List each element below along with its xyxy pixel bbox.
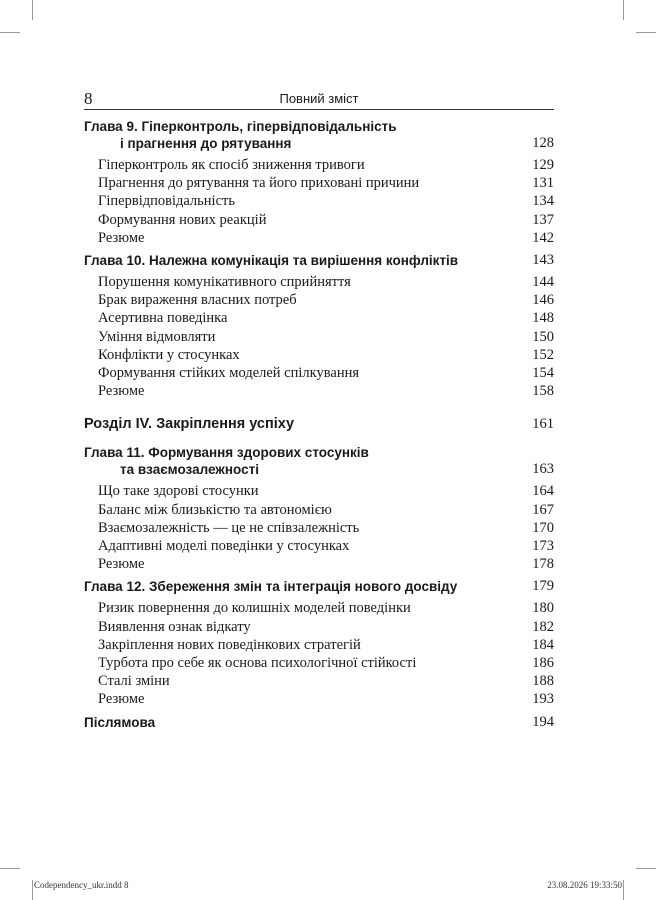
item-label: Виявлення ознак відкату xyxy=(98,618,251,635)
crop-mark xyxy=(623,0,624,20)
toc-item[interactable] xyxy=(84,211,554,229)
toc-chapter-9[interactable] xyxy=(84,118,554,152)
page-ref: 184 xyxy=(532,636,554,653)
header-rule xyxy=(84,109,554,110)
item-label: Що таке здорові стосунки xyxy=(98,483,259,500)
crop-mark xyxy=(0,32,20,33)
item-label: Порушення комунікативного сприйняття xyxy=(98,274,351,291)
page-ref: 167 xyxy=(532,501,554,518)
page-ref: 148 xyxy=(532,310,554,327)
page-ref: 146 xyxy=(532,292,554,309)
page-ref: 142 xyxy=(532,229,554,246)
page-ref: 180 xyxy=(532,600,554,617)
page-ref: 178 xyxy=(532,556,554,573)
toc-item[interactable] xyxy=(84,672,554,690)
toc-item[interactable] xyxy=(84,364,554,382)
section-title: Розділ IV. Закріплення успіху xyxy=(84,416,295,433)
chapter-title-line: і прагнення до рятування xyxy=(120,136,292,151)
running-title: Повний зміст xyxy=(279,91,359,106)
toc-item[interactable] xyxy=(84,273,554,291)
page-ref: 154 xyxy=(532,365,554,382)
page-ref: 143 xyxy=(532,252,554,269)
item-label: Резюме xyxy=(98,691,145,708)
crop-mark xyxy=(623,880,624,900)
item-label: Формування нових реакцій xyxy=(98,211,267,228)
item-label: Уміння відмовляти xyxy=(98,328,216,345)
item-label: Ризик повернення до колишніх моделей поведінки xyxy=(98,600,411,617)
page-ref: 194 xyxy=(532,713,554,730)
table-of-contents xyxy=(84,118,554,731)
toc-item[interactable] xyxy=(84,482,554,500)
toc-item[interactable] xyxy=(84,599,554,617)
page-ref: 158 xyxy=(532,383,554,400)
toc-item[interactable] xyxy=(84,346,554,364)
toc-chapter-11[interactable] xyxy=(84,444,554,478)
slug-file: Codependency_ukr.indd 8 xyxy=(34,880,129,890)
crop-mark xyxy=(636,32,656,33)
toc-item[interactable] xyxy=(84,192,554,210)
item-label: Адаптивні моделі поведінки у стосунках xyxy=(98,538,350,555)
item-label: Баланс між близькістю та автономією xyxy=(98,501,332,518)
toc-item[interactable] xyxy=(84,174,554,192)
item-label: Брак вираження власних потреб xyxy=(98,292,297,309)
item-label: Асертивна поведінка xyxy=(98,310,228,327)
page-ref: 164 xyxy=(532,483,554,500)
toc-item[interactable] xyxy=(84,382,554,400)
chapter-title-line: Глава 9. Гіперконтроль, гіпервідповідальність xyxy=(84,119,397,134)
toc-item[interactable] xyxy=(84,690,554,708)
page-ref: 152 xyxy=(532,346,554,363)
item-label: Турбота про себе як основа психологічної стійкості xyxy=(98,655,417,672)
chapter-title-line: Глава 10. Належна комунікація та вирішення конфліктів xyxy=(84,253,459,269)
crop-mark xyxy=(32,880,33,900)
chapter-title-line: Глава 11. Формування здорових стосунків xyxy=(84,445,369,461)
page-ref: 179 xyxy=(532,578,554,595)
item-label: Закріплення нових поведінкових стратегій xyxy=(98,636,361,653)
page-ref: 188 xyxy=(532,673,554,690)
toc-item[interactable] xyxy=(84,555,554,573)
slug-timestamp: 23.08.2026 19:33:50 xyxy=(547,880,622,890)
chapter-title-line: та взаємозалежності xyxy=(120,462,259,478)
item-label: Взаємозалежність — це не співзалежність xyxy=(98,519,360,536)
toc-item[interactable] xyxy=(84,654,554,672)
crop-mark xyxy=(636,868,656,869)
crop-mark xyxy=(32,0,33,20)
toc-item[interactable] xyxy=(84,291,554,309)
toc-item[interactable] xyxy=(84,519,554,537)
item-label: Сталі зміни xyxy=(98,673,170,690)
page-ref: 161 xyxy=(532,416,554,433)
toc-item[interactable] xyxy=(84,618,554,636)
page-ref: 173 xyxy=(532,538,554,555)
page-ref: 170 xyxy=(532,519,554,536)
page-ref: 144 xyxy=(532,274,554,291)
afterword-title: Післямова xyxy=(84,714,156,730)
page-number: 8 xyxy=(84,89,93,108)
page-ref: 134 xyxy=(532,193,554,210)
toc-chapter-10[interactable] xyxy=(84,252,554,269)
toc-item[interactable] xyxy=(84,309,554,327)
toc-item[interactable] xyxy=(84,501,554,519)
toc-section-4[interactable] xyxy=(84,416,554,433)
page-ref: 186 xyxy=(532,655,554,672)
page-ref: 150 xyxy=(532,328,554,345)
item-label: Резюме xyxy=(98,556,145,573)
chapter-title-line: Глава 12. Збереження змін та інтеграція нового досвіду xyxy=(84,579,458,595)
page-ref: 131 xyxy=(532,175,554,192)
item-label: Формування стійких моделей спілкування xyxy=(98,365,360,382)
page-ref: 137 xyxy=(532,211,554,228)
toc-item[interactable] xyxy=(84,229,554,247)
crop-mark xyxy=(0,868,20,869)
page-ref: 128 xyxy=(532,135,554,151)
item-label: Резюме xyxy=(98,383,145,400)
page-ref: 193 xyxy=(532,691,554,708)
item-label: Гіперконтроль як спосіб зниження тривоги xyxy=(98,157,365,173)
toc-chapter-12[interactable] xyxy=(84,578,554,595)
toc-item[interactable] xyxy=(84,636,554,654)
item-label: Гіпервідповідальність xyxy=(98,193,235,210)
page-ref: 163 xyxy=(532,461,554,478)
page-ref: 182 xyxy=(532,618,554,635)
item-label: Прагнення до рятування та його приховані причини xyxy=(98,175,420,192)
item-label: Резюме xyxy=(98,229,145,246)
toc-afterword[interactable] xyxy=(84,714,554,731)
toc-item[interactable] xyxy=(84,537,554,555)
toc-item[interactable] xyxy=(84,156,554,174)
toc-item[interactable] xyxy=(84,328,554,346)
page-header xyxy=(84,89,554,109)
page-ref: 129 xyxy=(532,157,554,173)
item-label: Конфлікти у стосунках xyxy=(98,346,240,363)
